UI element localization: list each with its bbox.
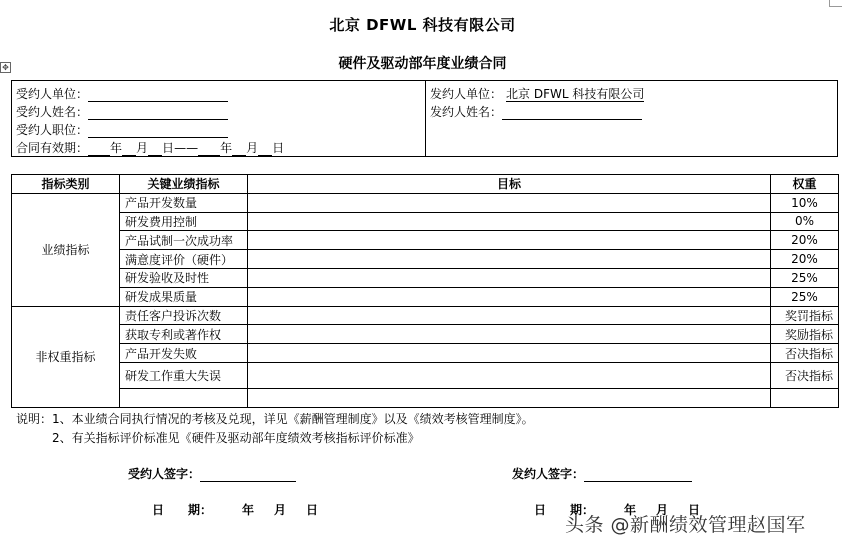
target-cell[interactable] [248,268,771,287]
info-divider [425,81,426,156]
validity-start-day: 日 [162,141,175,155]
indicator-cell[interactable]: 满意度评价（硬件） [120,250,248,269]
validity-end-day: 日 [272,141,285,155]
target-cell[interactable] [248,306,771,325]
validity-dash: —— [174,141,199,155]
receiver-date-field[interactable] [152,501,318,518]
validity-field [16,139,284,156]
indicator-cell[interactable]: 产品开发失败 [120,344,248,363]
indicator-cell[interactable]: 研发工作重大失误 [120,362,248,388]
issuer-unit-label: 发约人单位： [430,87,503,101]
receiver-date-label: 日 期： [152,503,213,517]
target-cell[interactable] [248,325,771,344]
validity-end-year-blank[interactable] [198,142,220,156]
weight-cell[interactable]: 奖罚指标 [771,306,839,325]
indicator-cell[interactable]: 研发验收及时性 [120,268,248,287]
weight-cell[interactable]: 否决指标 [771,362,839,388]
parties-info-table [11,80,838,157]
weight-cell[interactable]: 25% [771,268,839,287]
receiver-unit-field [16,85,228,102]
issuer-name-blank[interactable] [502,106,642,120]
target-cell[interactable] [248,212,771,231]
issuer-name-field [430,103,642,120]
weight-cell[interactable]: 20% [771,231,839,250]
receiver-date-year: 年 [242,503,255,517]
kpi-table [11,174,839,408]
receiver-date-day: 日 [306,503,319,517]
receiver-position-blank[interactable] [88,124,228,138]
issuer-unit-value[interactable]: 北京 DFWL 科技有限公司 [506,87,645,101]
contract-title: 硬件及驱动部年度业绩合同 [338,56,507,72]
target-cell[interactable] [248,250,771,269]
indicator-cell[interactable]: 责任客户投诉次数 [120,306,248,325]
note-line-1: 说明：1、本业绩合同执行情况的考核及兑现，详见《薪酬管理制度》以及《绩效考核管理制度》。 [16,412,534,426]
receiver-position-label: 受约人职位： [16,123,89,137]
receiver-position-field [16,121,228,138]
receiver-unit-blank[interactable] [88,88,228,102]
target-cell[interactable] [248,344,771,363]
issuer-date-label: 日 期： [534,503,595,517]
table-row [12,193,839,212]
indicator-cell[interactable]: 产品开发数量 [120,193,248,212]
table-move-handle-icon[interactable]: ✥ [0,62,11,73]
watermark-text: 头条 @新酬绩效管理赵国军 [565,514,806,536]
target-cell[interactable] [248,231,771,250]
issuer-name-label: 发约人姓名： [430,105,503,119]
weight-cell[interactable]: 奖励指标 [771,325,839,344]
indicator-cell[interactable]: 研发成果质量 [120,287,248,306]
issuer-date-day: 日 [688,503,701,517]
validity-end-year: 年 [220,141,233,155]
validity-start-day-blank[interactable] [148,142,162,156]
table-row [12,325,839,344]
receiver-date-month: 月 [274,503,287,517]
validity-start-year-blank[interactable] [88,142,110,156]
issuer-date-year: 年 [624,503,637,517]
table-row [12,268,839,287]
indicator-cell[interactable] [120,388,248,407]
receiver-signature-field [128,465,296,482]
issuer-sign-label: 发约人签字： [512,467,585,481]
header-category: 指标类别 [12,175,120,194]
weight-cell[interactable] [771,388,839,407]
note-line-2: 2、有关指标评价标准见《硬件及驱动部年度绩效考核指标评价标准》 [52,431,420,445]
target-cell[interactable] [248,362,771,388]
header-indicator: 关键业绩指标 [120,175,248,194]
weight-cell[interactable]: 20% [771,250,839,269]
target-cell[interactable] [248,193,771,212]
issuer-signature-field [512,465,692,482]
page-corner-mark [829,0,842,7]
issuer-unit-field [430,85,644,102]
issuer-date-month: 月 [656,503,669,517]
target-cell[interactable] [248,388,771,407]
table-row [12,306,839,325]
category-cell: 业绩指标 [12,193,120,306]
validity-end-month-blank[interactable] [232,142,246,156]
indicator-cell[interactable]: 获取专利或著作权 [120,325,248,344]
indicator-cell[interactable]: 产品试制一次成功率 [120,231,248,250]
validity-start-month-blank[interactable] [122,142,136,156]
table-row [12,231,839,250]
receiver-name-label: 受约人姓名： [16,105,89,119]
table-row [12,287,839,306]
weight-cell[interactable]: 10% [771,193,839,212]
validity-end-day-blank[interactable] [258,142,272,156]
table-row [12,344,839,363]
table-row [12,212,839,231]
validity-label: 合同有效期： [16,141,89,155]
weight-cell[interactable]: 0% [771,212,839,231]
receiver-name-blank[interactable] [88,106,228,120]
receiver-sign-blank[interactable] [200,468,296,482]
validity-end-month: 月 [246,141,259,155]
table-header-row [12,175,839,194]
issuer-sign-blank[interactable] [584,468,692,482]
receiver-unit-label: 受约人单位： [16,87,89,101]
indicator-cell[interactable]: 研发费用控制 [120,212,248,231]
header-target: 目标 [248,175,771,194]
weight-cell[interactable]: 否决指标 [771,344,839,363]
target-cell[interactable] [248,287,771,306]
table-row [12,250,839,269]
weight-cell[interactable]: 25% [771,287,839,306]
validity-start-year: 年 [110,141,123,155]
receiver-sign-label: 受约人签字： [128,467,201,481]
category-cell: 非权重指标 [12,306,120,407]
header-weight: 权重 [771,175,839,194]
company-title: 北京 DFWL 科技有限公司 [329,16,516,34]
validity-start-month: 月 [136,141,149,155]
table-row [12,362,839,388]
table-row [12,388,839,407]
receiver-name-field [16,103,228,120]
